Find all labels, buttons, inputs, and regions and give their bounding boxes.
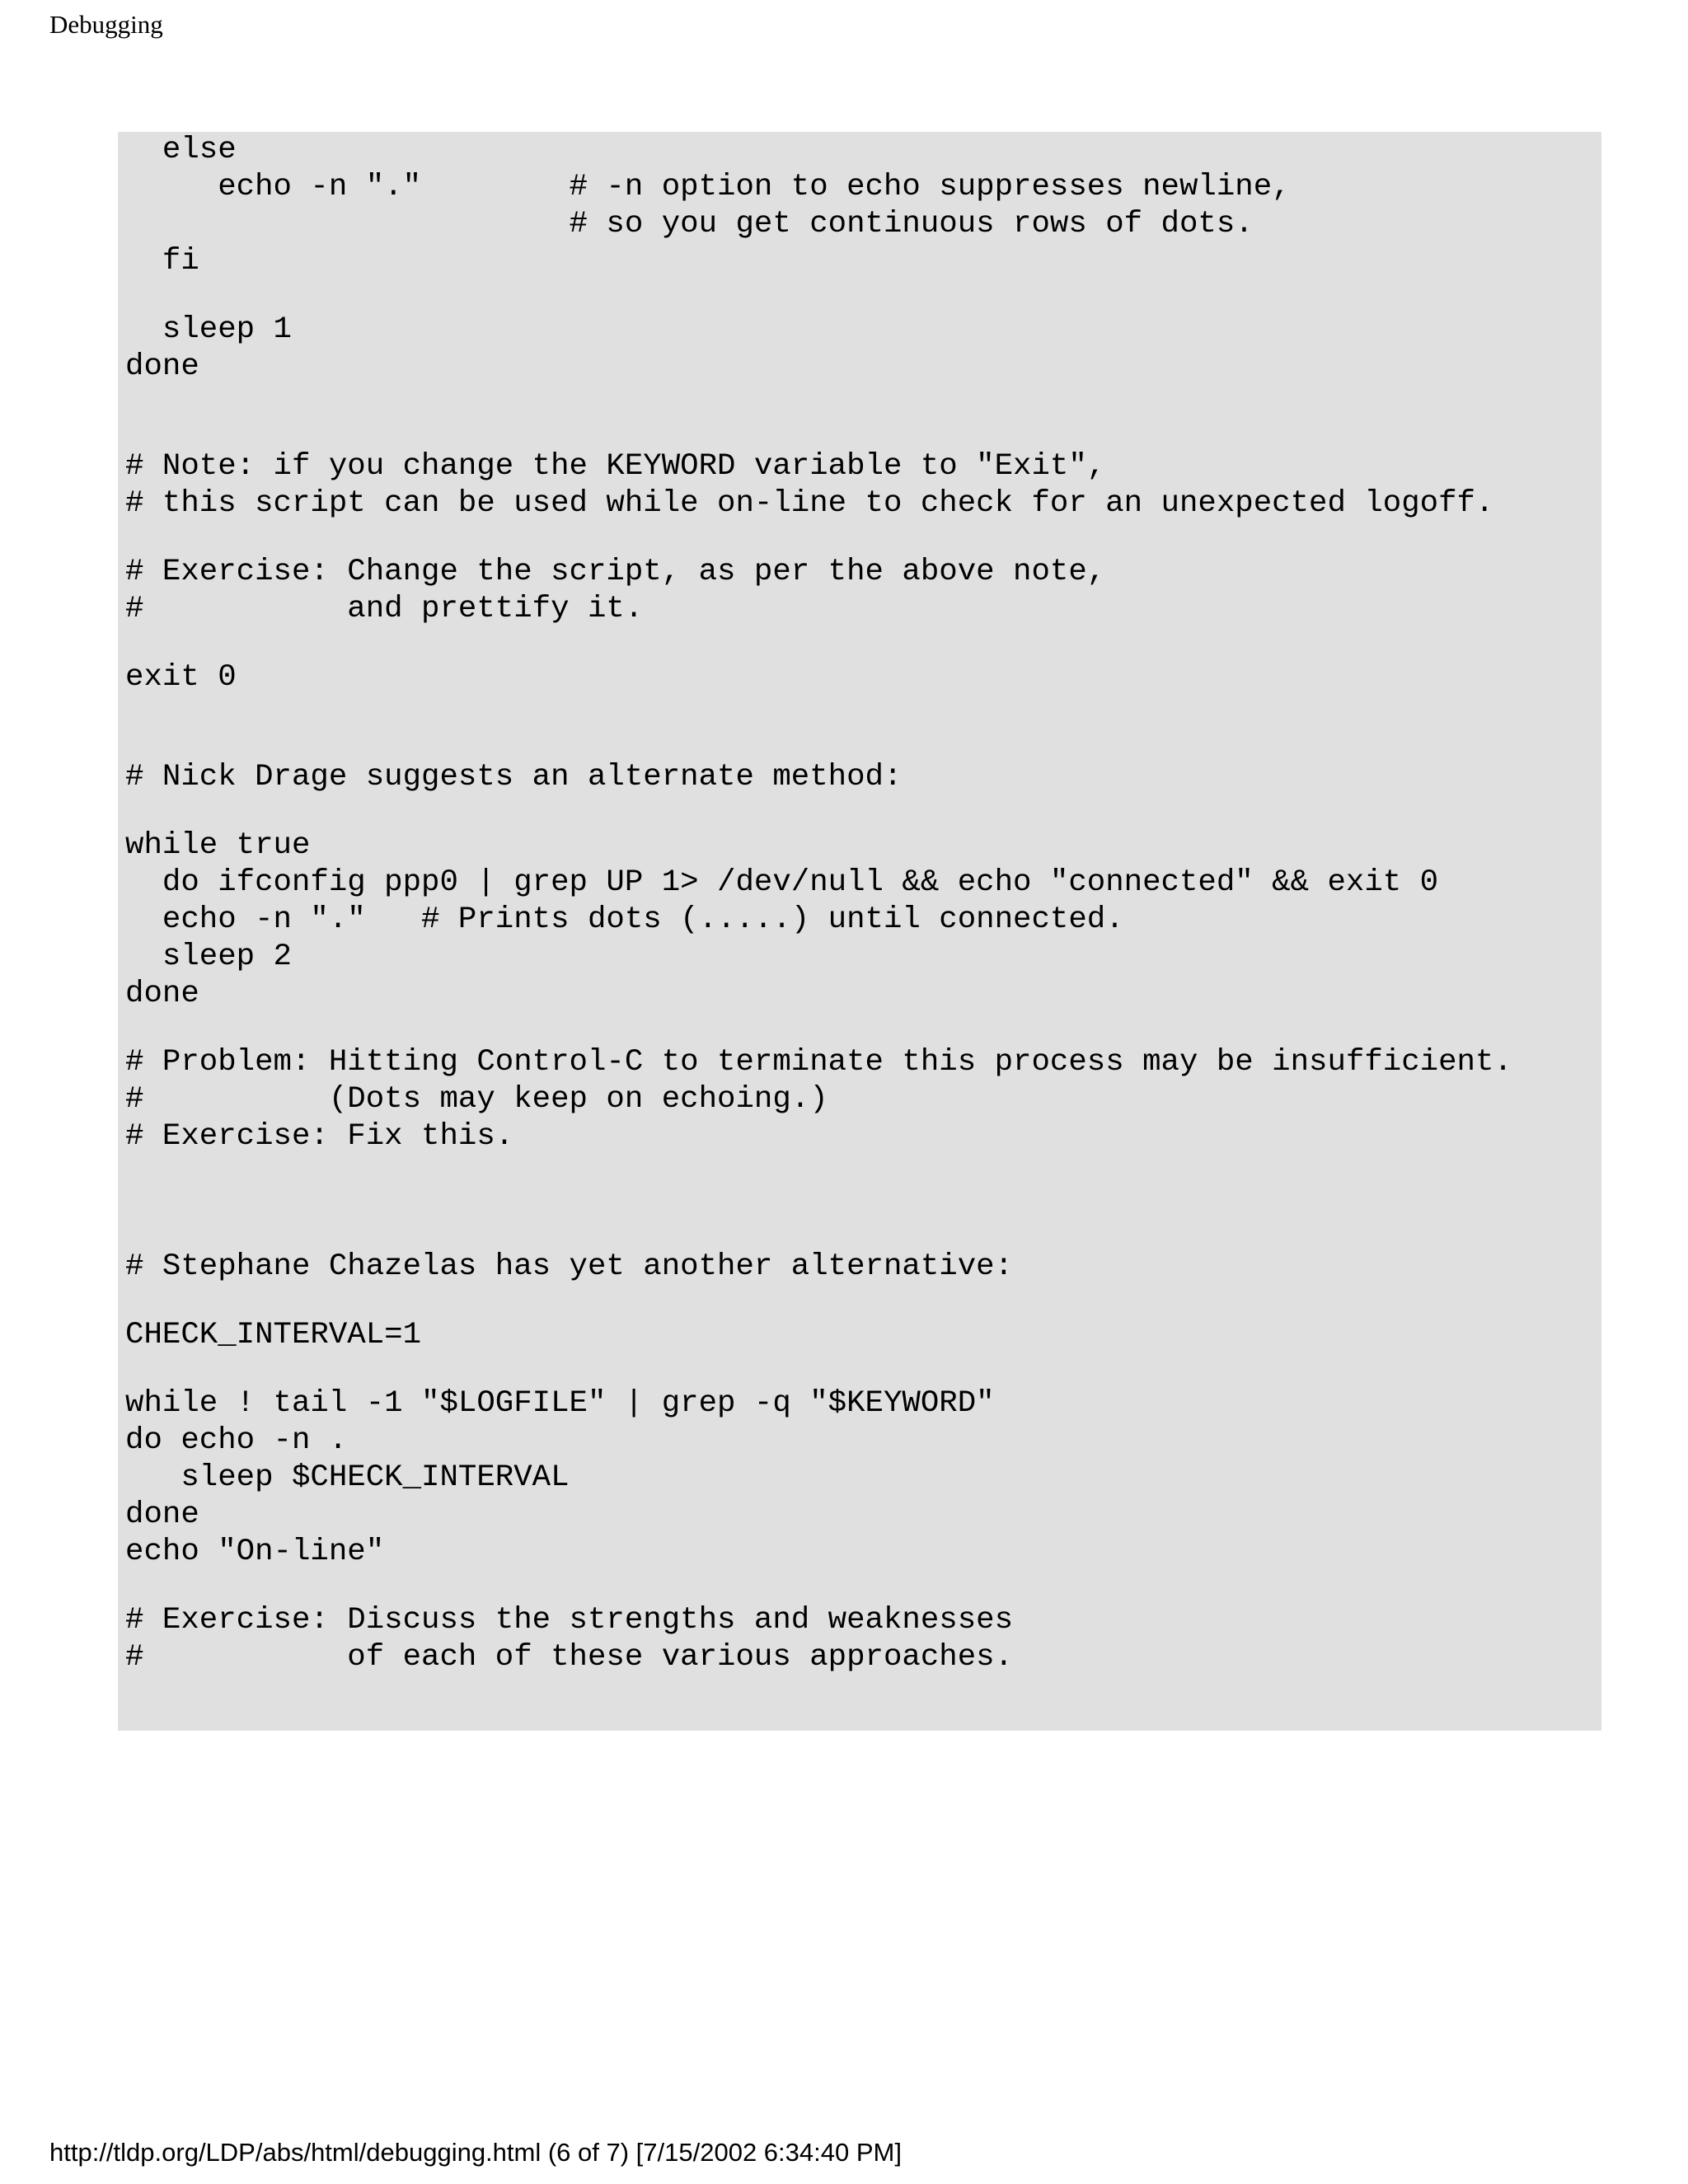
code-line: echo "On-line" (125, 1535, 385, 1569)
code-line: else (125, 133, 237, 167)
code-line: # Exercise: Change the script, as per the above note, (125, 555, 1106, 589)
code-listing (118, 132, 1601, 1731)
code-line: # Exercise: Fix this. (125, 1119, 514, 1154)
code-line: done (125, 1497, 199, 1532)
code-line: # Problem: Hitting Control-C to terminate this process may be insufficient. (125, 1045, 1512, 1080)
code-line: # (Dots may keep on echoing.) (125, 1082, 828, 1117)
code-line: # and prettify it. (125, 592, 644, 626)
code-line: exit 0 (125, 660, 237, 695)
code-line: done (125, 977, 199, 1011)
code-line: do echo -n . (125, 1423, 348, 1458)
code-line: sleep 2 (125, 940, 292, 974)
code-line: sleep $CHECK_INTERVAL (125, 1460, 570, 1495)
code-line: # this script can be used while on-line to check for an unexpected logoff. (125, 486, 1494, 521)
code-line: sleep 1 (125, 312, 292, 347)
code-line: echo -n "." # Prints dots (.....) until connected. (125, 902, 1124, 937)
page-header-title: Debugging (49, 10, 163, 39)
code-line: while ! tail -1 "$LOGFILE" | grep -q "$KEYWORD" (125, 1386, 995, 1421)
code-line: # Stephane Chazelas has yet another alternative: (125, 1249, 1014, 1284)
code-line: echo -n "." # -n option to echo suppresses newline, (125, 170, 1291, 204)
code-line: # of each of these various approaches. (125, 1640, 1014, 1675)
code-line: # so you get continuous rows of dots. (125, 207, 1254, 241)
code-line: # Note: if you change the KEYWORD variable to "Exit", (125, 449, 1106, 484)
code-line: # Exercise: Discuss the strengths and weaknesses (125, 1603, 1014, 1638)
code-line: while true (125, 828, 311, 863)
code-line: # Nick Drage suggests an alternate method: (125, 760, 903, 794)
page-footer-url: http://tldp.org/LDP/abs/html/debugging.html (6 of 7) [7/15/2002 6:34:40 PM] (49, 2138, 902, 2167)
code-line: do ifconfig ppp0 | grep UP 1> /dev/null && echo "connected" && exit 0 (125, 865, 1439, 900)
code-line: done (125, 349, 199, 384)
code-line: CHECK_INTERVAL=1 (125, 1318, 422, 1352)
code-line: fi (125, 244, 199, 279)
